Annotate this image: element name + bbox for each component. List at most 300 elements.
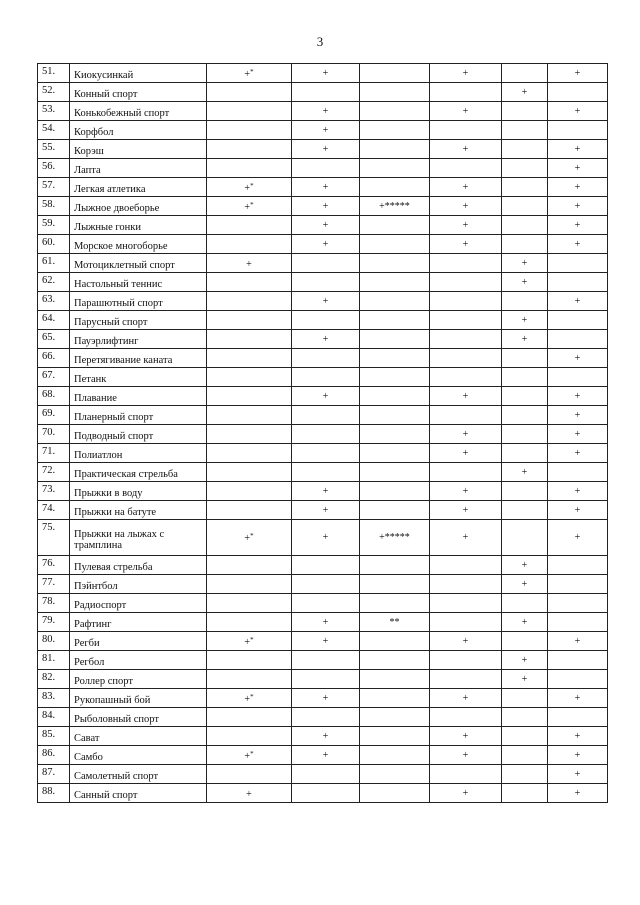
mark-cell-3: ** [360,613,430,632]
mark-cell-2 [292,463,360,482]
row-number: 83. [38,689,70,708]
mark-cell-3 [360,64,430,83]
mark-cell-3 [360,178,430,197]
mark-cell-3 [360,746,430,765]
sport-name: Рыболовный спорт [70,708,207,727]
mark-cell-4: + [430,197,502,216]
sport-name: Самолетный спорт [70,765,207,784]
row-number: 68. [38,387,70,406]
mark-cell-5 [502,387,548,406]
sport-name: Практическая стрельба [70,463,207,482]
mark-cell-1 [207,670,292,689]
plus-mark: + [244,636,251,648]
mark-cell-2 [292,575,360,594]
mark-cell-2: + [292,64,360,83]
table-row [38,83,608,102]
table-row [38,727,608,746]
mark-cell-3 [360,632,430,651]
mark-cell-4 [430,556,502,575]
mark-cell-6: + [548,235,608,254]
mark-cell-6: + [548,482,608,501]
mark-cell-2: + [292,216,360,235]
mark-cell-2 [292,670,360,689]
mark-cell-6: + [548,765,608,784]
mark-cell-5 [502,368,548,387]
table-row [38,575,608,594]
mark-cell-4: + [430,178,502,197]
row-number: 61. [38,254,70,273]
mark-cell-1 [207,784,292,803]
mark-cell-1 [207,444,292,463]
sport-name: Лапта [70,159,207,178]
table-row [38,425,608,444]
mark-cell-6 [548,311,608,330]
row-number: 75. [38,520,70,556]
mark-cell-2 [292,556,360,575]
mark-cell-4: + [430,501,502,520]
mark-cell-1 [207,330,292,349]
mark-cell-3 [360,140,430,159]
mark-cell-5: + [502,273,548,292]
mark-cell-3 [360,765,430,784]
table-row [38,121,608,140]
row-number: 86. [38,746,70,765]
mark-cell-6 [548,463,608,482]
table-row [38,444,608,463]
mark-cell-2: + [292,632,360,651]
mark-cell-4 [430,349,502,368]
sport-name: Прыжки в воду [70,482,207,501]
mark-cell-6: + [548,102,608,121]
mark-cell-6 [548,613,608,632]
mark-cell-4 [430,311,502,330]
sport-name: Корфбол [70,121,207,140]
mark-cell-4: + [430,102,502,121]
mark-cell-1 [207,235,292,254]
row-number: 51. [38,64,70,83]
mark-cell-6 [548,575,608,594]
mark-cell-3 [360,501,430,520]
footnote-star: * [250,181,254,190]
mark-cell-4: + [430,425,502,444]
mark-cell-2: + [292,102,360,121]
mark-cell-5: + [502,330,548,349]
mark-cell-5 [502,425,548,444]
row-number: 66. [38,349,70,368]
mark-cell-2: + [292,482,360,501]
mark-cell-6: + [548,727,608,746]
mark-cell-3 [360,708,430,727]
mark-cell-2 [292,159,360,178]
mark-cell-2: + [292,727,360,746]
mark-cell-2 [292,594,360,613]
mark-cell-1 [207,254,292,273]
row-number: 56. [38,159,70,178]
table-body [38,64,608,803]
sport-name: Планерный спорт [70,406,207,425]
row-number: 88. [38,784,70,803]
mark-cell-1 [207,520,292,556]
table-row [38,292,608,311]
mark-cell-1 [207,765,292,784]
mark-cell-4: + [430,64,502,83]
mark-cell-6 [548,708,608,727]
mark-cell-5: + [502,651,548,670]
mark-cell-1 [207,121,292,140]
mark-cell-4 [430,708,502,727]
table-row [38,159,608,178]
row-number: 60. [38,235,70,254]
mark-cell-4 [430,406,502,425]
mark-cell-1 [207,273,292,292]
mark-cell-1 [207,102,292,121]
mark-cell-2: + [292,121,360,140]
plus-mark: + [246,788,252,800]
sport-name: Санный спорт [70,784,207,803]
row-number: 76. [38,556,70,575]
mark-cell-6 [548,594,608,613]
mark-cell-3 [360,273,430,292]
row-number: 67. [38,368,70,387]
mark-cell-5 [502,349,548,368]
row-number: 57. [38,178,70,197]
table-row [38,556,608,575]
mark-cell-5 [502,140,548,159]
sport-name: Полиатлон [70,444,207,463]
mark-cell-4: + [430,689,502,708]
mark-cell-4: + [430,387,502,406]
mark-cell-1 [207,613,292,632]
mark-cell-3 [360,482,430,501]
table-row [38,463,608,482]
table-row [38,670,608,689]
mark-cell-4 [430,594,502,613]
mark-cell-2: + [292,387,360,406]
mark-cell-5: + [502,463,548,482]
mark-cell-6 [548,330,608,349]
mark-cell-4 [430,83,502,102]
table-row [38,178,608,197]
row-number: 64. [38,311,70,330]
mark-cell-3 [360,670,430,689]
mark-cell-2: + [292,613,360,632]
mark-cell-3 [360,102,430,121]
sport-name: Пулевая стрельба [70,556,207,575]
mark-cell-3 [360,387,430,406]
table-row [38,64,608,83]
row-number: 52. [38,83,70,102]
mark-cell-1 [207,708,292,727]
mark-cell-6 [548,254,608,273]
table-row [38,613,608,632]
mark-cell-3: +***** [360,520,430,556]
mark-cell-1 [207,556,292,575]
mark-cell-3 [360,463,430,482]
mark-cell-3 [360,689,430,708]
mark-cell-5 [502,121,548,140]
mark-cell-5 [502,216,548,235]
mark-cell-2: + [292,520,360,556]
mark-cell-1 [207,425,292,444]
row-number: 81. [38,651,70,670]
table-row [38,254,608,273]
mark-cell-3 [360,784,430,803]
mark-cell-6: + [548,501,608,520]
sport-name: Подводный спорт [70,425,207,444]
row-number: 84. [38,708,70,727]
mark-cell-1 [207,482,292,501]
mark-cell-1 [207,501,292,520]
mark-cell-3 [360,216,430,235]
row-number: 79. [38,613,70,632]
mark-cell-4: + [430,632,502,651]
mark-cell-1 [207,216,292,235]
mark-cell-1 [207,197,292,216]
mark-cell-6 [548,368,608,387]
mark-cell-6: + [548,387,608,406]
table-row [38,784,608,803]
mark-cell-1 [207,406,292,425]
mark-cell-4 [430,159,502,178]
mark-cell-2 [292,765,360,784]
sport-name: Самбо [70,746,207,765]
mark-cell-4 [430,368,502,387]
mark-cell-1 [207,140,292,159]
mark-cell-5 [502,520,548,556]
mark-cell-2 [292,368,360,387]
mark-cell-3 [360,368,430,387]
row-number: 77. [38,575,70,594]
mark-cell-4 [430,273,502,292]
mark-cell-1 [207,311,292,330]
mark-cell-1 [207,651,292,670]
row-number: 55. [38,140,70,159]
mark-cell-6: + [548,292,608,311]
mark-cell-1 [207,632,292,651]
mark-cell-2 [292,311,360,330]
mark-cell-4: + [430,235,502,254]
row-number: 69. [38,406,70,425]
mark-cell-2: + [292,501,360,520]
sport-name: Настольный теннис [70,273,207,292]
mark-cell-4: + [430,140,502,159]
sport-name: Пэйнтбол [70,575,207,594]
sport-name: Перетягивание каната [70,349,207,368]
page-number: 3 [316,34,324,49]
mark-cell-6 [548,670,608,689]
sport-name: Прыжки на батуте [70,501,207,520]
mark-cell-3 [360,121,430,140]
mark-cell-2 [292,651,360,670]
footnote-star: * [250,692,254,701]
mark-cell-4 [430,292,502,311]
mark-cell-5 [502,159,548,178]
table-row [38,482,608,501]
table-row [38,594,608,613]
mark-cell-3 [360,444,430,463]
mark-cell-6: + [548,406,608,425]
mark-cell-2: + [292,689,360,708]
mark-cell-6: + [548,425,608,444]
mark-cell-5: + [502,311,548,330]
mark-cell-2 [292,349,360,368]
table-row [38,651,608,670]
table-row [38,765,608,784]
row-number: 82. [38,670,70,689]
row-number: 78. [38,594,70,613]
mark-cell-6 [548,83,608,102]
mark-cell-5: + [502,575,548,594]
mark-cell-3 [360,311,430,330]
mark-cell-2: + [292,197,360,216]
sport-name: Регбол [70,651,207,670]
mark-cell-1 [207,594,292,613]
mark-cell-2 [292,83,360,102]
mark-cell-2 [292,784,360,803]
table-row [38,102,608,121]
mark-cell-6: + [548,632,608,651]
table-row [38,216,608,235]
plus-mark: + [244,68,251,80]
mark-cell-2: + [292,292,360,311]
mark-cell-1 [207,64,292,83]
plus-mark: + [244,182,251,194]
sport-name: Радиоспорт [70,594,207,613]
mark-cell-6: + [548,784,608,803]
footnote-star: * [250,67,254,76]
table-row [38,632,608,651]
mark-cell-5 [502,178,548,197]
mark-cell-3 [360,235,430,254]
mark-cell-4 [430,575,502,594]
sport-name: Рукопашный бой [70,689,207,708]
row-number: 72. [38,463,70,482]
mark-cell-2 [292,273,360,292]
sport-name: Пауэрлифтинг [70,330,207,349]
mark-cell-3 [360,575,430,594]
mark-cell-6 [548,556,608,575]
mark-cell-1 [207,349,292,368]
mark-cell-6: + [548,178,608,197]
sport-name: Лыжные гонки [70,216,207,235]
mark-cell-4: + [430,520,502,556]
mark-cell-5 [502,64,548,83]
plus-mark: + [244,750,251,762]
mark-cell-5 [502,765,548,784]
mark-cell-5 [502,102,548,121]
mark-cell-6 [548,121,608,140]
table-row [38,368,608,387]
mark-cell-1 [207,463,292,482]
mark-cell-5 [502,594,548,613]
mark-cell-6: + [548,689,608,708]
plus-mark: + [244,693,251,705]
row-number: 59. [38,216,70,235]
mark-cell-2: + [292,235,360,254]
sport-name: Регби [70,632,207,651]
mark-cell-3 [360,406,430,425]
row-number: 85. [38,727,70,746]
table-row [38,311,608,330]
mark-cell-5: + [502,254,548,273]
table-row [38,746,608,765]
mark-cell-6: + [548,159,608,178]
sport-name: Рафтинг [70,613,207,632]
row-number: 71. [38,444,70,463]
table-row [38,235,608,254]
mark-cell-2 [292,425,360,444]
mark-cell-2 [292,444,360,463]
mark-cell-3 [360,83,430,102]
sport-name: Корэш [70,140,207,159]
mark-cell-5 [502,784,548,803]
sport-name: Лыжное двоеборье [70,197,207,216]
mark-cell-4: + [430,727,502,746]
row-number: 87. [38,765,70,784]
sport-name: Парашютный спорт [70,292,207,311]
footnote-star: * [250,200,254,209]
mark-cell-1 [207,83,292,102]
row-number: 53. [38,102,70,121]
mark-cell-3 [360,594,430,613]
mark-cell-3 [360,254,430,273]
mark-cell-6: + [548,349,608,368]
sport-name: Петанк [70,368,207,387]
mark-cell-4: + [430,482,502,501]
mark-cell-2: + [292,178,360,197]
mark-cell-4 [430,254,502,273]
mark-cell-4 [430,670,502,689]
mark-cell-3: +***** [360,197,430,216]
mark-cell-3 [360,425,430,444]
sport-name: Сават [70,727,207,746]
mark-cell-3 [360,556,430,575]
row-number: 54. [38,121,70,140]
mark-cell-2: + [292,140,360,159]
mark-cell-1 [207,368,292,387]
sport-name: Плавание [70,387,207,406]
mark-cell-2: + [292,746,360,765]
table-row [38,387,608,406]
mark-cell-4: + [430,444,502,463]
mark-cell-3 [360,159,430,178]
mark-cell-4 [430,765,502,784]
mark-cell-1 [207,746,292,765]
mark-cell-2 [292,708,360,727]
mark-cell-1 [207,575,292,594]
mark-cell-5: + [502,613,548,632]
mark-cell-4: + [430,216,502,235]
table-row [38,406,608,425]
mark-cell-4: + [430,784,502,803]
sport-name: Прыжки на лыжах с трамплина [70,520,207,556]
mark-cell-4: + [430,746,502,765]
table-row [38,273,608,292]
table-row [38,197,608,216]
table-row [38,520,608,556]
row-number: 63. [38,292,70,311]
sports-table [37,63,608,803]
mark-cell-1 [207,159,292,178]
mark-cell-6: + [548,197,608,216]
sport-name: Мотоциклетный спорт [70,254,207,273]
mark-cell-5: + [502,556,548,575]
mark-cell-6 [548,273,608,292]
mark-cell-3 [360,349,430,368]
mark-cell-6: + [548,216,608,235]
mark-cell-5: + [502,670,548,689]
sport-name: Киокусинкай [70,64,207,83]
